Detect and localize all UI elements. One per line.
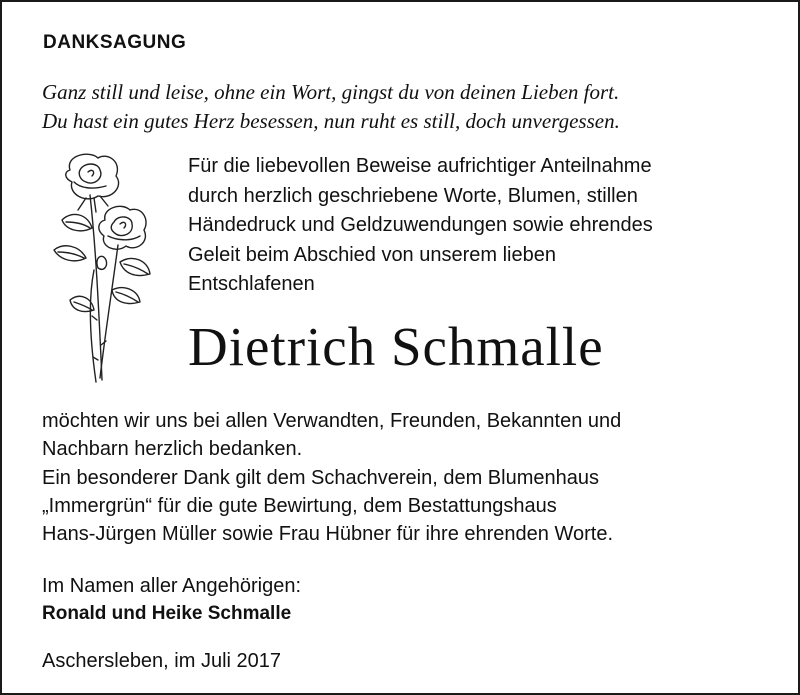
poem-line: Ganz still und leise, ohne ein Wort, gingst du von deinen Lieben fort. (42, 80, 620, 104)
thanks-line: möchten wir uns bei allen Verwandten, Freunden, Bekannten und (42, 410, 622, 432)
rose-illustration (50, 150, 160, 386)
signers-names: Ronald und Heike Schmalle (42, 603, 292, 624)
thanks-line: „Immergrün“ für die gute Bewirtung, dem Bestattungshaus (42, 494, 557, 517)
thanks-line: Ein besonderer Dank gilt dem Schachverein, dem Blumenhaus (42, 466, 599, 489)
place-date: Aschersleben, im Juli 2017 (42, 650, 282, 672)
intro-line: Händedruck und Geldzuwendungen sowie ehrendes (188, 214, 653, 236)
poem-line: Du hast ein gutes Herz besessen, nun ruht es still, doch unvergessen. (42, 109, 620, 133)
signoff (42, 572, 301, 628)
heading: DANKSAGUNG (43, 32, 187, 53)
intro-line: durch herzlich geschriebene Worte, Blumen, stillen (188, 184, 638, 207)
intro-text (188, 152, 653, 300)
intro-line: Geleit beim Abschied von unserem lieben (188, 243, 556, 266)
intro-line: Entschlafenen (188, 273, 315, 295)
signoff-intro: Im Namen aller Angehörigen: (42, 575, 302, 597)
thanks-line: Hans-Jürgen Müller sowie Frau Hübner für ihre ehrenden Worte. (42, 523, 614, 546)
thanks-line: Nachbarn herzlich bedanken. (42, 438, 303, 461)
poem (42, 78, 620, 136)
thanks-text (42, 407, 621, 548)
intro-line: Für die liebevollen Beweise aufrichtiger Anteilnahme (188, 155, 652, 177)
deceased-name: Dietrich Schmalle (188, 316, 604, 377)
